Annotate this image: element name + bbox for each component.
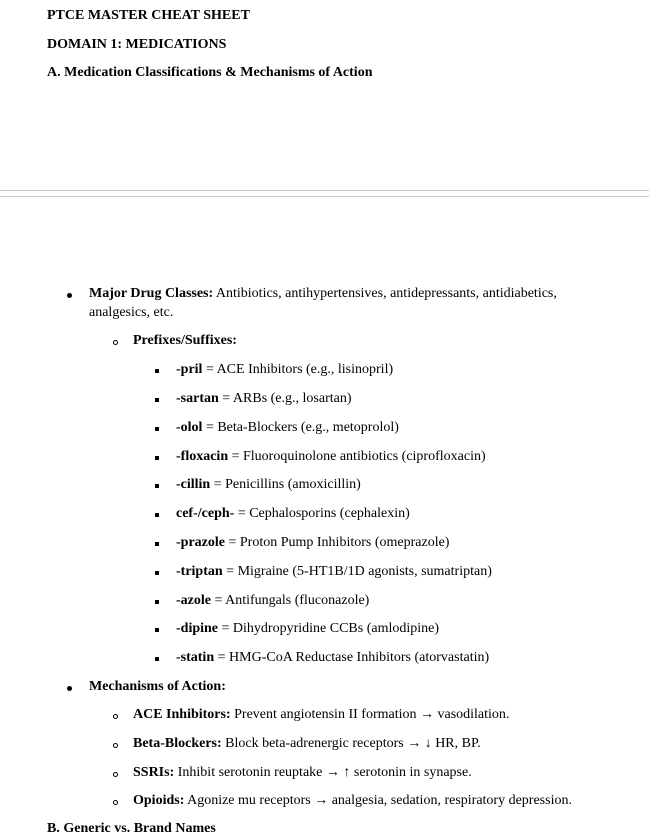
square-bullet [155,513,159,517]
square-bullet [155,542,159,546]
prefix-desc: = Antifungals (fluconazole) [210,593,370,608]
prefix-desc: = Dihydropyridine CCBs (amlodipine) [218,621,440,636]
square-bullet [155,657,159,661]
prefix-term: -cillin [176,477,211,492]
prefix-term: -pril [176,362,203,377]
prefix-term: -olol [176,420,203,435]
prefix-desc: = Fluoroquinolone antibiotics (ciprofloxacin) [228,449,486,464]
prefixes-heading [133,333,237,349]
mechanisms-heading [89,679,226,695]
list-item [176,564,492,580]
mechanism-term: SSRIs: [133,765,175,780]
domain-heading: DOMAIN 1: MEDICATIONS [47,37,227,52]
prefix-desc: = Migraine (5-HT1B/1D agonists, sumatriptan) [222,564,492,579]
list-item [176,449,486,465]
circle-bullet [113,772,118,777]
prefix-desc: = Penicillins (amoxicillin) [210,477,361,492]
square-bullet [155,456,159,460]
circle-bullet [113,714,118,719]
major-drug-classes-item [89,286,557,302]
square-bullet [155,600,159,604]
list-item [133,707,509,723]
major-text: Antibiotics, antihypertensives, antidepressants, antidiabetics, [213,286,557,301]
prefix-desc: = ACE Inhibitors (e.g., lisinopril) [202,362,394,377]
mechanism-term: ACE Inhibitors: [133,707,231,722]
page-break-bottom [0,196,649,197]
list-item [176,391,352,407]
prefix-term: cef-/ceph- [176,506,235,521]
list-item [176,621,439,637]
disc-bullet [67,293,72,298]
prefix-desc: = Proton Pump Inhibitors (omeprazole) [224,535,450,550]
list-item [176,420,399,436]
list-item [176,650,489,666]
prefix-term: -floxacin [176,449,229,464]
mechanism-desc: Inhibit serotonin reuptake → ↑ serotonin in synapse. [174,765,472,780]
mechanism-desc: Prevent angiotensin II formation → vasodilation. [230,707,510,722]
list-item [176,593,369,609]
square-bullet [155,369,159,373]
prefix-term: -azole [176,593,211,608]
prefix-term: -statin [176,650,215,665]
mechanism-desc: Block beta-adrenergic receptors → ↓ HR, BP. [221,736,481,751]
section-a-heading: A. Medication Classifications & Mechanisms of Action [47,65,373,80]
list-item [176,362,393,378]
prefix-desc: = HMG-CoA Reductase Inhibitors (atorvastatin) [214,650,490,665]
major-text-continuation: analgesics, etc. [89,305,174,320]
prefix-term: -sartan [176,391,219,406]
list-item [133,765,472,781]
prefix-desc: = Cephalosporins (cephalexin) [234,506,410,521]
square-bullet [155,628,159,632]
prefix-term: -dipine [176,621,219,636]
prefix-term: -triptan [176,564,223,579]
page-break-top [0,190,649,191]
mechanism-term: Opioids: [133,793,185,808]
mechanism-desc: Agonize mu receptors → analgesia, sedation, respiratory depression. [184,793,572,808]
list-item [133,793,572,809]
disc-bullet [67,686,72,691]
circle-bullet [113,743,118,748]
doc-title: PTCE MASTER CHEAT SHEET [47,8,250,23]
circle-bullet [113,340,118,345]
mechanism-term: Beta-Blockers: [133,736,222,751]
major-label: Major Drug Classes: [89,286,214,301]
circle-bullet [113,800,118,805]
list-item [176,477,361,493]
section-b-heading: B. Generic vs. Brand Names [47,821,216,836]
mechanisms-label: Mechanisms of Action: [89,679,226,694]
square-bullet [155,427,159,431]
list-item [176,535,449,551]
prefix-desc: = Beta-Blockers (e.g., metoprolol) [202,420,399,435]
square-bullet [155,571,159,575]
list-item [133,736,481,752]
prefixes-label: Prefixes/Suffixes: [133,333,237,348]
prefix-term: -prazole [176,535,225,550]
square-bullet [155,398,159,402]
list-item [176,506,410,522]
prefix-desc: = ARBs (e.g., losartan) [218,391,352,406]
square-bullet [155,484,159,488]
